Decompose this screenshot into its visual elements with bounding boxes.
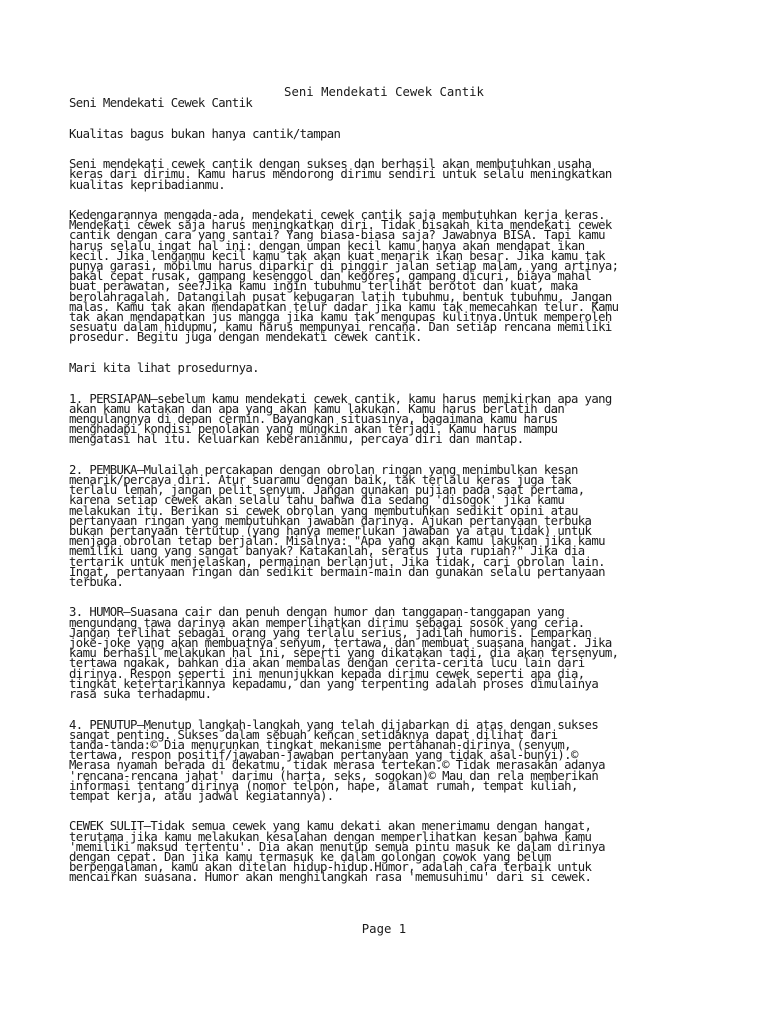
text-line: mengatasi hal itu. Keluarkan keberanianmu, percaya diri dan mantap.	[69, 432, 524, 447]
text-line: malas. Kamu tak akan mendapatkan telur dadar jika kamu tak memecahkan telur. Kamu	[69, 299, 619, 314]
text-line: bakal cepat rusak, gampang kesenggol dan kegores, gampang dicuri, biaya mahal	[69, 269, 592, 284]
paragraph-gap	[69, 190, 759, 210]
text-line: cantik dengan cara yang santai? Yang biasa-biasa saja? Jawabnya BISA. Tapi kamu	[69, 228, 605, 243]
text-line: tak akan mendapatkan jus mangga jika kamu tak mengupas kulitnya.Untuk memperoleh	[69, 309, 612, 324]
paragraph	[69, 126, 759, 141]
text-line: 'memiliki maksud tertentu'. Dia akan menutup semua pintu masuk ke dalam dirinya	[69, 839, 605, 854]
text-line: sesuatu dalam hidupmu, kamu harus mempunyai rencana. Dan setiap rencana memiliki	[69, 320, 612, 335]
text-line: joke-joke yang akan membuatnya senyum, tertawa, dan membuat suasana hangat. Jika	[69, 636, 612, 651]
paragraph-gap	[69, 343, 759, 363]
text-line: Kedengarannya mengada-ada, mendekati cewek cantik saja membutuhkan kerja keras.	[69, 208, 605, 223]
text-line: melakukan itu. Berikan si cewek obrolan yang membutuhkan sedikit opini atau	[69, 503, 578, 518]
paragraph	[69, 391, 759, 447]
text-line: tanda-tanda:© Dia menurunkan tingkat mekanisme pertahanan-dirinya (senyum,	[69, 737, 571, 752]
paragraph-gap	[69, 444, 759, 464]
paragraph-gap	[69, 373, 759, 393]
text-line: bukan pertanyaan tertutup (yang hanya memerlukan jawaban ya atau tidak) untuk	[69, 523, 592, 538]
text-line: 3. HUMOR–Suasana cair dan penuh dengan humor dan tanggapan-tanggapan yang	[69, 605, 565, 620]
paragraph	[69, 159, 759, 190]
text-line: dengan cepat. Dan jika kamu termasuk ke dalam golongan cowok yang belum	[69, 850, 551, 865]
text-line: kamu berhasil melakukan hal ini, seperti yang dikatakan tadi, dia akan tersenyum,	[69, 646, 619, 661]
text-line: harus selalu ingat hal ini: dengan umpan kecil kamu hanya akan mendapat ikan	[69, 238, 585, 253]
text-line: keras dari dirimu. Kamu harus mendorong dirimu sendiri untuk selalu meningkatkan	[69, 167, 612, 182]
text-line: tertarik untuk menjelaskan, permainan berlanjut. Jika tidak, cari obrolan lain.	[69, 554, 605, 569]
text-line: CEWEK SULIT–Tidak semua cewek yang kamu dekati akan menerimamu dengan hangat,	[69, 819, 592, 834]
text-line: Mendekati cewek saja harus meningkatkan diri. Tidak bisakah kita mendekati cewek	[69, 218, 612, 233]
text-line: Ingat, pertanyaan ringan dan sedikit bermain-main dan gunakan selalu pertanyaan	[69, 564, 605, 579]
text-line: terutama jika kamu melakukan kesalahan dengan memperlihatkan kesan bahwa kamu	[69, 829, 592, 844]
text-line: pertanyaan ringan yang membutuhkan jawaban darinya. Ajukan pertanyaan terbuka	[69, 513, 592, 528]
text-line: mencairkan suasana. Humor akan menghilangkan rasa 'memusuhimu' dari si cewek.	[69, 870, 592, 885]
text-line: berolahragalah. Datangilah pusat kebugaran latih tubuhmu, bentuk tubuhmu. Jangan	[69, 289, 612, 304]
text-line: 2. PEMBUKA–Mulailah percakapan dengan obrolan ringan yang menimbulkan kesan	[69, 462, 578, 477]
text-line: tingkat ketertarikannya kepadamu, dan yang terpenting adalah proses dimulainya	[69, 676, 599, 691]
paragraph-gap	[69, 139, 759, 159]
text-line: Seni mendekati cewek cantik dengan sukses dan berhasil akan membutuhkan usaha	[69, 157, 592, 172]
text-line: 4. PENUTUP–Menutup langkah-langkah yang telah dijabarkan di atas dengan sukses	[69, 717, 599, 732]
text-line: 'rencana-rencana jahat' darimu (harta, seks, sogokan)© Mau dan rela memberikan	[69, 768, 599, 783]
paragraph-gap	[69, 699, 759, 719]
text-line: dirinya. Respon seperti ini menunjukkan kepada dirimu cewek seperti apa dia,	[69, 666, 585, 681]
text-line: terlalu lemah, jangan pelit senyum. Jangan gunakan pujian pada saat pertama,	[69, 483, 585, 498]
document-title: Seni Mendekati Cewek Cantik	[69, 96, 253, 110]
text-line: sangat penting. Sukses dalam sebuah kencan setidaknya dapat dilihat dari	[69, 727, 558, 742]
text-line: menghadapi kondisi penolakan yang mungkin akan terjadi. Kamu harus mampu	[69, 422, 558, 437]
text-line: buat perawatan, see?Jika kamu ingin tubuhmu terlihat berotot dan kuat, maka	[69, 279, 578, 294]
document-body	[69, 98, 759, 883]
paragraph	[69, 819, 759, 885]
paragraph	[69, 462, 759, 589]
text-line: berpengalaman, kamu akan ditelan hidup-hidup.Humor, adalah cara terbaik untuk	[69, 860, 592, 875]
text-line: akan kamu katakan dan apa yang akan kamu lakukan. Kamu harus berlatih dan	[69, 401, 565, 416]
text-line: memiliki uang yang sangat banyak? Katakanlah, seratus juta rupiah?" Jika dia	[69, 544, 585, 559]
text-line: tertawa ngakak, bahkan dia akan membalas dengan cerita-cerita lucu lain dari	[69, 656, 585, 671]
text-line: Kualitas bagus bukan hanya cantik/tampan	[69, 126, 341, 141]
paragraph-gap	[69, 587, 759, 607]
text-line: menjaga obrolan tetap berjalan. Misalnya: "Apa yang akan kamu lakukan jika kamu	[69, 534, 605, 549]
running-header: Seni Mendekati Cewek Cantik	[284, 85, 484, 99]
text-line: karena setiap cewek akan selalu tahu bahwa dia sedang 'disogok' jika kamu	[69, 493, 565, 508]
text-line: tempat kerja, atau jadwal kegiatannya).	[69, 788, 334, 803]
text-line: Jangan terlihat sebagai orang yang terlalu serius, jadilah humoris. Lemparkan	[69, 625, 592, 640]
text-line: kualitas kepribadianmu.	[69, 177, 226, 192]
text-line: punya garasi, mobilmu harus diparkir di pinggir jalan setiap malam, yang artinya;	[69, 259, 619, 274]
text-line: tertawa, respon positif/jawaban-jawaban pertanyaan yang tidak asal-bunyi).©	[69, 748, 578, 763]
text-line: rasa suka terhadapmu.	[69, 686, 212, 701]
text-line: mengulangnya di depan cermin. Bayangkan situasinya, bagaimana kamu harus	[69, 411, 558, 426]
text-line: 1. PERSIAPAN–sebelum kamu mendekati cewek cantik, kamu harus memikirkan apa yang	[69, 391, 612, 406]
text-line: Mari kita lihat prosedurnya.	[69, 360, 259, 375]
text-line: prosedur. Begitu juga dengan mendekati cewek cantik.	[69, 330, 422, 345]
text-line: Merasa nyaman berada di dekatmu, tidak merasa tertekan.© Tidak merasakan adanya	[69, 758, 605, 773]
text-line: informasi tentang dirinya (nomor telpon, hape, alamat rumah, tempat kuliah,	[69, 778, 578, 793]
paragraph	[69, 360, 759, 375]
paragraph-gap	[69, 801, 759, 821]
text-line: menarik/percaya diri. Atur suaramu dengan baik, tak terlalu keras juga tak	[69, 473, 571, 488]
paragraph	[69, 717, 759, 803]
page-number: Page 1	[361, 922, 407, 936]
text-line: terbuka.	[69, 574, 124, 589]
text-line: mengundang tawa darinya akan memperlihatkan dirimu sebagai sosok yang ceria.	[69, 615, 585, 630]
paragraph	[69, 607, 759, 699]
paragraph	[69, 208, 759, 345]
paragraph-gap	[69, 108, 759, 128]
text-line: kecil. Jika lenganmu kecil kamu tak akan kuat menarik ikan besar. Jika kamu tak	[69, 248, 605, 263]
